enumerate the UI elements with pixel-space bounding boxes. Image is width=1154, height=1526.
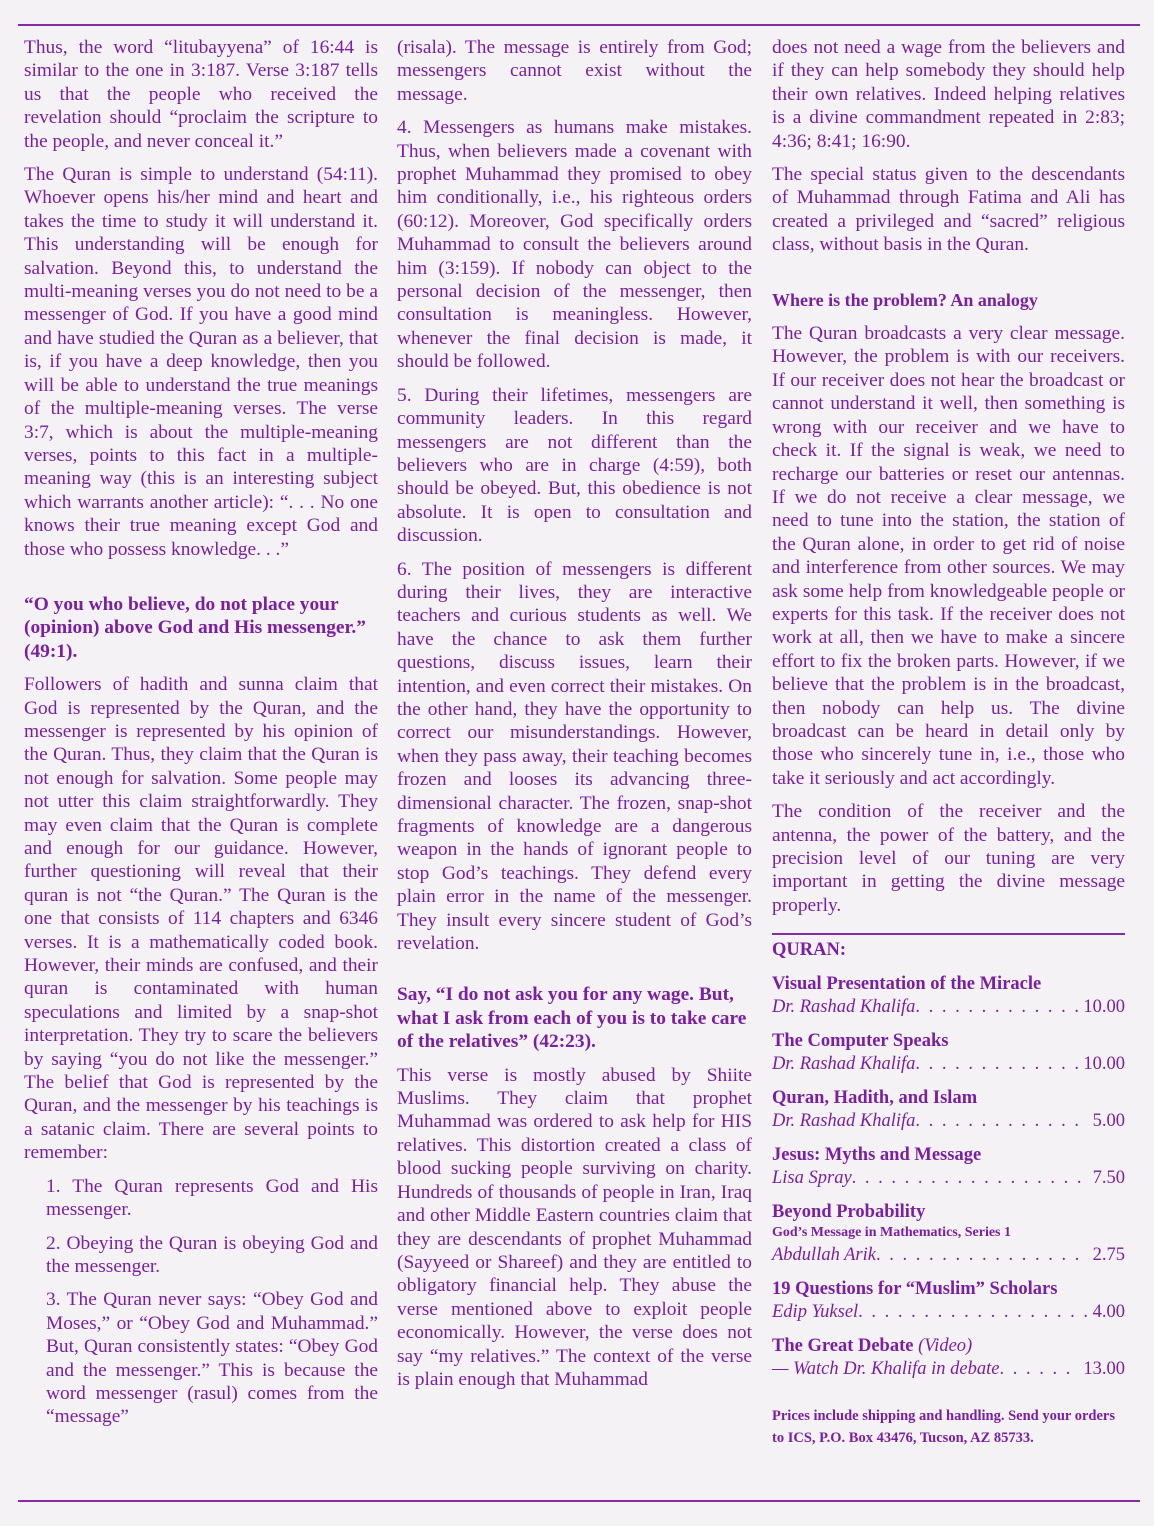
list-item: 3. The Quran never says: “Obey God and Moses,” or “Obey God and Muhammad.” But, Quran consistently states: “Obey God and the messenger.” This is because the word messenger (rasul) comes from the “message” [46, 1289, 378, 1428]
book-price: 2.75 [1092, 1244, 1125, 1265]
leader-dots [915, 1052, 1079, 1076]
book-title-row [772, 1335, 1125, 1357]
book-author: Dr. Rashad Khalifa [772, 1110, 916, 1131]
book-item [772, 1278, 1125, 1324]
list-item: 5. During their lifetimes, messengers are community leaders. In this regard messengers are not different than the believers who are in charge (4:59), both should be obeyed. But, this obedience is not absolute. It is open to consultation and discussion. [397, 384, 752, 547]
book-price: 13.00 [1083, 1358, 1125, 1379]
list-item: 4. Messengers as humans make mistakes. Thus, when believers made a covenant with prophet Muhammad they promised to obey him conditionally, i.e., his righteous orders (60:12). Moreover, God specifically orders Muhammad to consult the believers around him (3:159). If nobody can object to the personal decision of the messenger, then consultation is meaningless. However, whenever the final decision is made, it should be followed. [397, 117, 752, 373]
paragraph: The Quran is simple to understand (54:11). Whoever opens his/her mind and heart and takes the time to study it will understand it. This understanding will be enough for salvation. Beyond this, to understand the multi-meaning verses you do not need to be a messenger of God. If you have a good mind and have studied the Quran as a believer, that is, if you have a deep knowledge, then you will be able to understand the true meanings of the multiple-meaning verses. The verse 3:7, which is about the multiple-meaning verses, points to this fact in a multiple-meaning way (this is an interesting subject which warrants another article): “. . . No one knows their true meaning except God and those who possess knowledge. . .” [24, 164, 378, 560]
column-2 [397, 36, 752, 1401]
book-author: Abdullah Arik [772, 1244, 876, 1265]
book-author: Dr. Rashad Khalifa [772, 1053, 916, 1074]
book-item [772, 1030, 1125, 1076]
bottom-rule [18, 1500, 1140, 1502]
book-price: 5.00 [1092, 1110, 1125, 1131]
leader-dots [999, 1357, 1079, 1381]
list-item: 1. The Quran represents God and His messenger. [46, 1175, 378, 1221]
section-heading: “O you who believe, do not place your (opinion) above God and His messenger.” (49:1). [24, 593, 366, 662]
paragraph: does not need a wage from the believers and if they can help somebody they should help their own relatives. Indeed helping relatives is a divine commandment repeated in 2:83; 4:36; 8:41; 16:90. [772, 37, 1125, 152]
books-heading: QURAN: [772, 940, 846, 961]
book-author: — Watch Dr. Khalifa in debate [772, 1358, 1000, 1379]
top-rule [18, 24, 1140, 26]
book-item [772, 1335, 1125, 1381]
leader-dots [876, 1243, 1089, 1267]
book-author: Lisa Spray [772, 1167, 852, 1188]
leader-dots [858, 1300, 1088, 1324]
book-item [772, 1144, 1125, 1190]
leader-dots [915, 995, 1079, 1019]
book-author: Dr. Rashad Khalifa [772, 996, 916, 1017]
section-heading: Say, “I do not ask you for any wage. But, what I ask from each of you is to take care of the relatives” (42:23). [397, 984, 747, 1053]
paragraph: Thus, the word “litubayyena” of 16:44 is similar to the one in 3:187. Verse 3:187 tells us that the people who received the revelation should “proclaim the scripture to the people, and never conceal it.” [24, 37, 378, 152]
books-divider [772, 933, 1125, 935]
book-format: (Video) [918, 1335, 973, 1356]
paragraph: The condition of the receiver and the antenna, the power of the battery, and the precision level of our tuning are very important in getting the divine message properly. [772, 801, 1125, 916]
book-price: 10.00 [1083, 1053, 1125, 1074]
paragraph: (risala). The message is entirely from God; messengers cannot exist without the message. [397, 37, 752, 105]
leader-dots [852, 1166, 1089, 1190]
ordering-note: Prices include shipping and handling. Send your orders to ICS, P.O. Box 43476, Tucson, AZ 85733. [772, 1407, 1115, 1446]
book-title: The Computer Speaks [772, 1030, 949, 1051]
book-price: 7.50 [1092, 1167, 1125, 1188]
book-subtitle: God’s Message in Mathematics, Series 1 [772, 1224, 1011, 1240]
leader-dots [915, 1109, 1088, 1133]
paragraph: The Quran broadcasts a very clear message. However, the problem is with our receivers. If our receiver does not hear the broadcast or cannot understand it well, then something is wrong with our receiver and we have to check it. If the signal is weak, we need to recharge our batteries or reset our antennas. If we do not receive a clear message, we need to tune into the station, the station of the Quran alone, in order to get rid of noise and interference from other sources. We may ask some help from knowledgeable people or experts for this task. If the receiver does not work at all, then we have to make a sincere effort to fix the broken parts. However, if we believe that the problem is in the broadcast, then nobody can help us. The divine broadcast can be heard in detail only by those who sincerely tune in, i.e., those who take it seriously and act accordingly. [772, 323, 1125, 789]
book-price: 4.00 [1092, 1301, 1125, 1322]
book-title: Beyond Probability [772, 1201, 926, 1222]
book-item [772, 1201, 1125, 1267]
paragraph: Followers of hadith and sunna claim that God is represented by the Quran, and the messenger is represented by his opinion of the Quran. Thus, they claim that the Quran is not enough for salvation. Some people may not utter this claim straightforwardly. They may even claim that the Quran is complete and enough for our guidance. However, further questioning will reveal that their quran is not “the Quran.” The Quran is the one that consists of 114 chapters and 6346 verses. It is a mathematically coded book. However, their minds are confused, and their quran is contaminated with human speculations and limited by a snap-shot interpretation. They try to scare the believers by saying “you do not like the messenger.” The belief that God is represented by the Quran, and the messenger by his teachings is a satanic claim. There are several points to remember: [24, 674, 378, 1164]
paragraph: This verse is mostly abused by Shiite Muslims. They claim that prophet Muhammad was ordered to ask help for HIS relatives. This distortion created a class of blood sucking people surviving on charity. Hundreds of thousands of people in Iran, Iraq and other Middle Eastern countries claim that they are descendants of prophet Muhammad (Sayyeed or Shareef) and they are entitled to obligatory financial help. They abuse the verse mentioned above to exploit people economically. However, the verse does not say “my relatives.” The context of the verse is plain enough that Muhammad [397, 1064, 752, 1390]
paragraph: The special status given to the descendants of Muhammad through Fatima and Ali has created a privileged and “sacred” religious class, without basis in the Quran. [772, 164, 1125, 256]
book-item [772, 973, 1125, 1019]
book-author: Edip Yuksel [772, 1301, 859, 1322]
book-list [772, 939, 1125, 1448]
book-price: 10.00 [1083, 996, 1125, 1017]
book-title: 19 Questions for “Muslim” Scholars [772, 1278, 1058, 1299]
book-title: The Great Debate [772, 1335, 914, 1356]
list-item: 6. The position of messengers is different during their lives, they are interactive teachers and curious students as well. We have the chance to ask them further questions, discuss issues, learn their intention, and even correct their mistakes. On the other hand, they have the opportunity to correct our misunderstandings. However, when they pass away, their teaching becomes frozen and looses its advancing three-dimensional character. The frozen, snap-shot fragments of knowledge are a dangerous weapon in the hands of ignorant people to stop God’s teachings. They defend every plain error in the name of the messenger. They insult every sincere student of God’s revelation. [397, 558, 752, 955]
book-title: Quran, Hadith, and Islam [772, 1087, 978, 1108]
book-item [772, 1087, 1125, 1133]
list-item: 2. Obeying the Quran is obeying God and the messenger. [46, 1232, 378, 1277]
book-title: Visual Presentation of the Miracle [772, 973, 1042, 994]
column-1 [24, 36, 378, 1439]
column-3 [772, 36, 1125, 1449]
book-title: Jesus: Myths and Message [772, 1144, 982, 1165]
section-heading: Where is the problem? An analogy [772, 289, 1038, 310]
